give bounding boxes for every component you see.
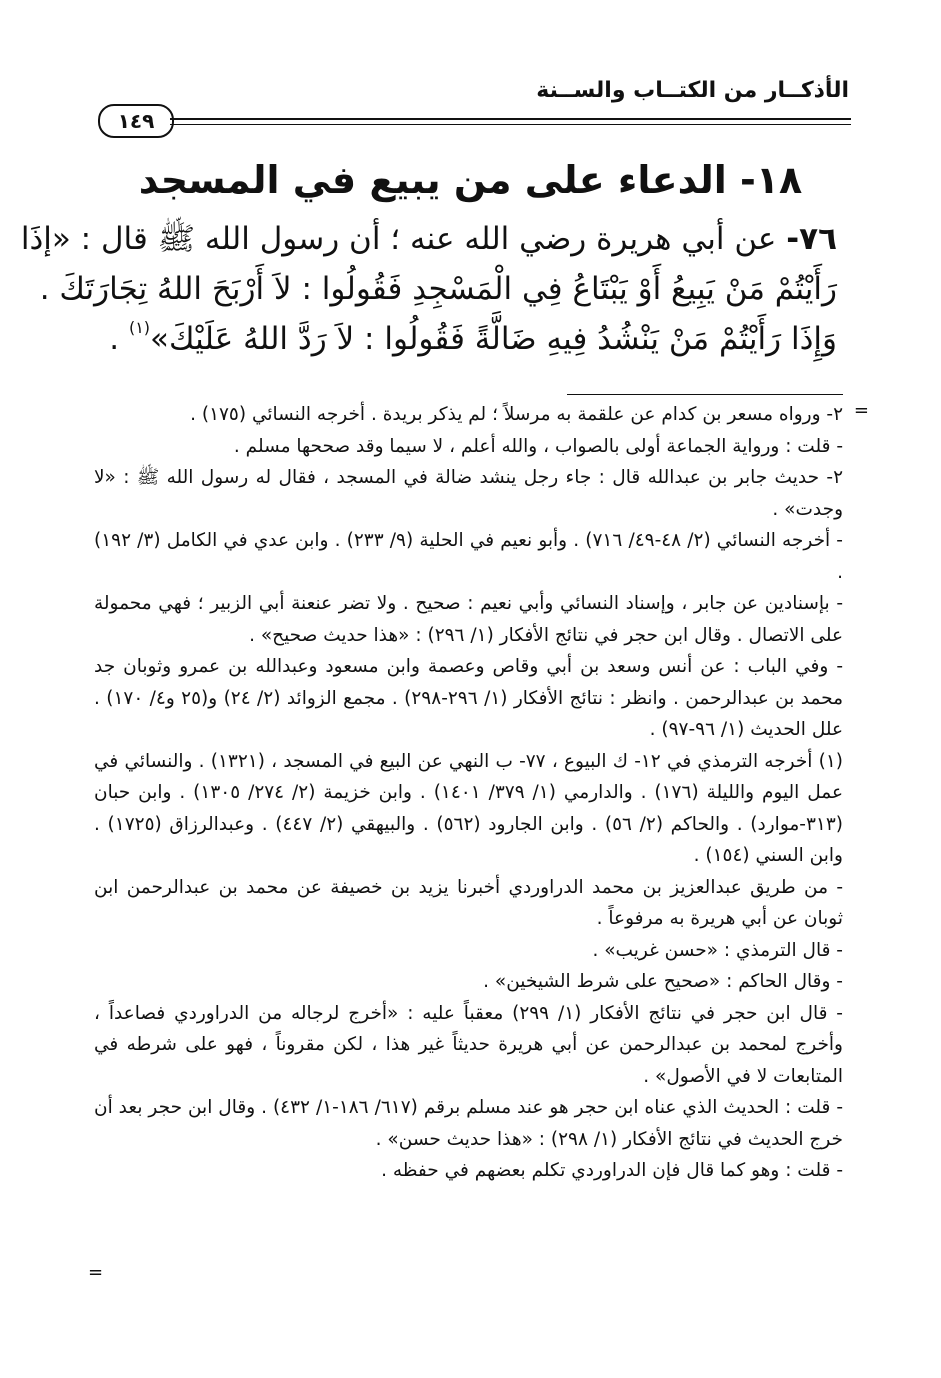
footnote-paragraph: - قلت : وهو كما قال فإن الدراوردي تكلم بعضهم في حفظه . [381, 1160, 843, 1181]
footnote-paragraph: (١) أخرجه الترمذي في ١٢- ك البيوع ، ٧٧- ب النهي عن البيع في المسجد ، (١٣٢١) . والنسائي في عمل اليوم والليلة (١٧٦) . والدارمي (١/ ٣٧٩/ ١٤٠١) . وابن خزيمة (٢/ ٢٧٤/ ١٣٠٥) . وابن حبان (٣١٣-موارد) . والحاكم (٢/ ٥٦) . وابن الجارود (٥٦٢) . والبيهقي (٢/ ٤٤٧) . وعبدالرزاق (١٧٢٥) . وابن السني (١٥٤) . [94, 750, 844, 866]
footnotes [94, 399, 843, 1187]
hadith-text [20, 214, 837, 364]
footnote-paragraph: - قلت : الحديث الذي عناه ابن حجر هو عند مسلم برقم (٦١٧/ ١٨٦-١/ ٤٣٢) . وقال ابن حجر بعد أن خرج الحديث في نتائج الأفكار (١/ ٢٩٨) : «هذا حديث حسن» . [94, 1097, 844, 1150]
footnote-paragraph: - قال الترمذي : «حسن غريب» . [592, 939, 843, 961]
footnote-paragraph: - وقال الحاكم : «صحيح على شرط الشيخين» . [483, 971, 843, 992]
footnote-paragraph: - أخرجه النسائي (٢/ ٤٨-٤٩/ ٧١٦) . وأبو نعيم في الحلية (٩/ ٢٣٣) . وابن عدي في الكامل (٣/ ١٩٢) . [94, 530, 843, 583]
running-title: الأذكــار من الكتــاب والســنة [536, 78, 849, 103]
footnote-paragraph: - قال ابن حجر في نتائج الأفكار (١/ ٢٩٩) معقباً عليه : «أخرج لرجاله من الدراوردي فصاعداً ، وأخرج لمحمد بن عبدالرحمن عن أبي هريرة حديثاً غير هذا ، لكن مقروناً ، فهو على شرطه في المتابعات لا في الأصول» . [94, 1002, 843, 1087]
footnote-separator [567, 394, 843, 395]
header-rule [170, 118, 851, 125]
hadith-end-mark: . [109, 321, 120, 357]
hadith-line-1-text: عن أبي هريرة رضي الله عنه ؛ أن رسول الله ﷺ قال : «إذَا [20, 221, 777, 257]
footnote-paragraph: ٢- حديث جابر بن عبدالله قال : جاء رجل ينشد ضالة في المسجد ، فقال له رسول الله ﷺ : «لا وجدت» . [94, 467, 843, 520]
chapter-title: ١٨- الدعاء على من يبيع في المسجد [138, 158, 803, 202]
hadith-line-3 [100, 314, 837, 364]
footnote-paragraph: - قلت : ورواية الجماعة أولى بالصواب ، والله أعلم ، لا سيما وقد صححها مسلم . [233, 435, 843, 457]
hadith-line-2: رَأَيْتُمْ مَنْ يَبِيعُ أَوْ يَبْتَاعُ فِي الْمَسْجِدِ فَقُولُوا : لاَ أَرْبَحَ اللهُ تِجَارَتَكَ . [39, 271, 837, 307]
footnote-paragraph: - وفي الباب : عن أنس وسعد بن أبي وقاص وعصمة وابن مسعود وعبدالله بن عمرو وثوبان جد محمد بن عبدالرحمن . وانظر : نتائج الأفكار (١/ ٢٩٦-٢٩٨) . مجمع الزوائد (٢/ ٢٤) و(٢٥ و٤/ ١٧٠) . علل الحديث (١/ ٩٦-٩٧) . [94, 656, 844, 740]
continuation-mark-bottom: = [88, 1262, 104, 1283]
footnote-paragraph: - بإسنادين عن جابر ، وإسناد النسائي وأبي نعيم : صحيح . ولا تضر عنعنة أبي الزبير ؛ فهي محمولة على الاتصال . وقال ابن حجر في نتائج الأفكار (١/ ٢٩٦) : «هذا حديث صحيح» . [94, 593, 843, 646]
footnote-paragraph: ٢- ورواه مسعر بن كدام عن علقمة به مرسلاً ؛ لم يذكر بريدة . أخرجه النسائي (١٧٥) . [190, 404, 843, 425]
footnote-paragraph: - من طريق عبدالعزيز بن محمد الدراوردي أخبرنا يزيد بن خصيفة عن محمد بن عبدالرحمن ابن ثوبان عن أبي هريرة به مرفوعاً . [94, 876, 843, 929]
footnote-reference: (١) [128, 318, 151, 337]
hadith-line-3-text: وَإِذَا رَأَيْتُمْ مَنْ يَنْشُدُ فِيهِ ضَالَّةً فَقُولُوا : لاَ رَدَّ اللهُ عَلَيْكَ» [150, 321, 837, 357]
hadith-number: ٧٦- [786, 221, 837, 257]
hadith-line-1 [20, 214, 837, 264]
page-number: ١٤٩ [98, 104, 174, 138]
continuation-mark-top: = [853, 400, 869, 421]
